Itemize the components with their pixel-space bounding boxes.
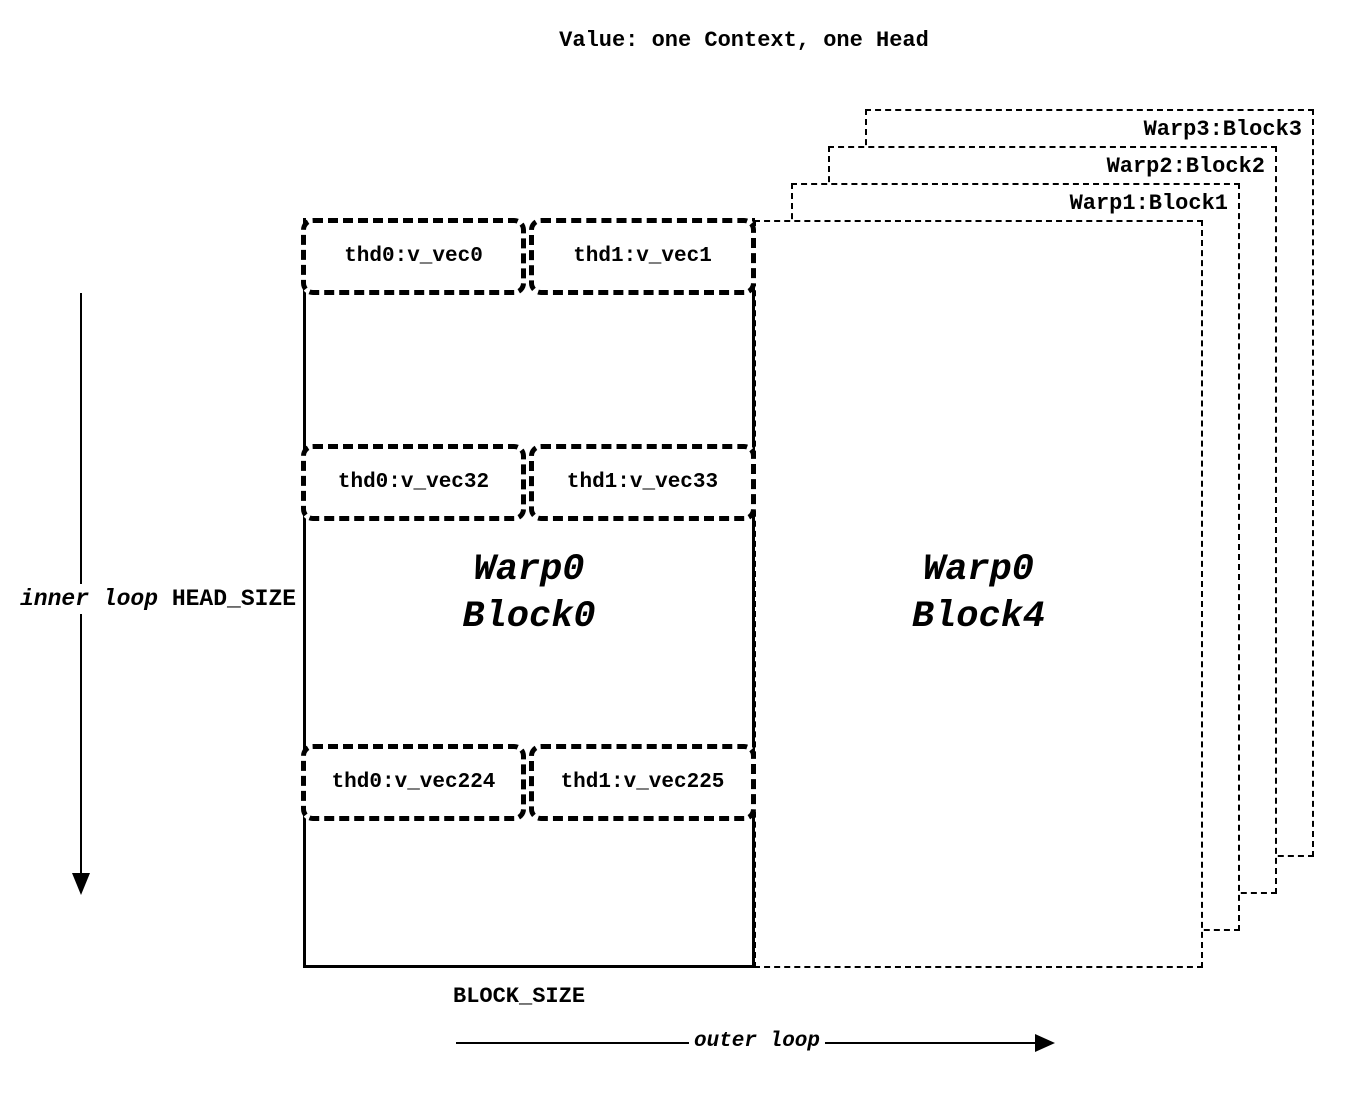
block-name: Block0 (462, 596, 596, 638)
block-card-label: Warp1:Block1 (1069, 191, 1228, 216)
outer-loop-arrowhead-icon (1035, 1034, 1055, 1052)
vvec-cell-thd0-v_vec32 (301, 444, 526, 521)
vvec-cell-label: thd0:v_vec224 (331, 771, 496, 794)
block-name: Block4 (911, 596, 1046, 638)
vvec-cell-thd0-v_vec0 (301, 218, 526, 295)
diagram-title: Value: one Context, one Head (559, 28, 929, 53)
vvec-cell-label: thd1:v_vec33 (566, 471, 719, 494)
vvec-cell-label: thd0:v_vec0 (344, 245, 483, 268)
warp-name: Warp0 (922, 549, 1035, 591)
inner-loop-arrowhead-icon (72, 873, 90, 895)
block-card-label: Warp2:Block2 (1106, 154, 1265, 179)
block-size-label: BLOCK_SIZE (453, 984, 586, 1009)
warp0-block4-label (754, 547, 1203, 641)
inner-loop-label (18, 584, 298, 614)
outer-loop-label: outer loop (689, 1030, 825, 1053)
block-card-label: Warp3:Block3 (1143, 117, 1302, 142)
inner-loop-text: inner loop (20, 586, 172, 612)
vvec-cell-label: thd0:v_vec32 (337, 471, 490, 494)
vvec-cell-thd0-v_vec224 (301, 744, 526, 821)
vvec-cell-label: thd1:v_vec225 (560, 771, 725, 794)
warp0-block0-label (303, 547, 755, 641)
vvec-cell-thd1-v_vec225 (529, 744, 756, 821)
vvec-cell-thd1-v_vec33 (529, 444, 756, 521)
head-size-label: HEAD_SIZE (171, 586, 297, 612)
warp-name: Warp0 (473, 549, 585, 591)
vvec-cell-label: thd1:v_vec1 (573, 245, 712, 268)
vvec-cell-thd1-v_vec1 (529, 218, 756, 295)
